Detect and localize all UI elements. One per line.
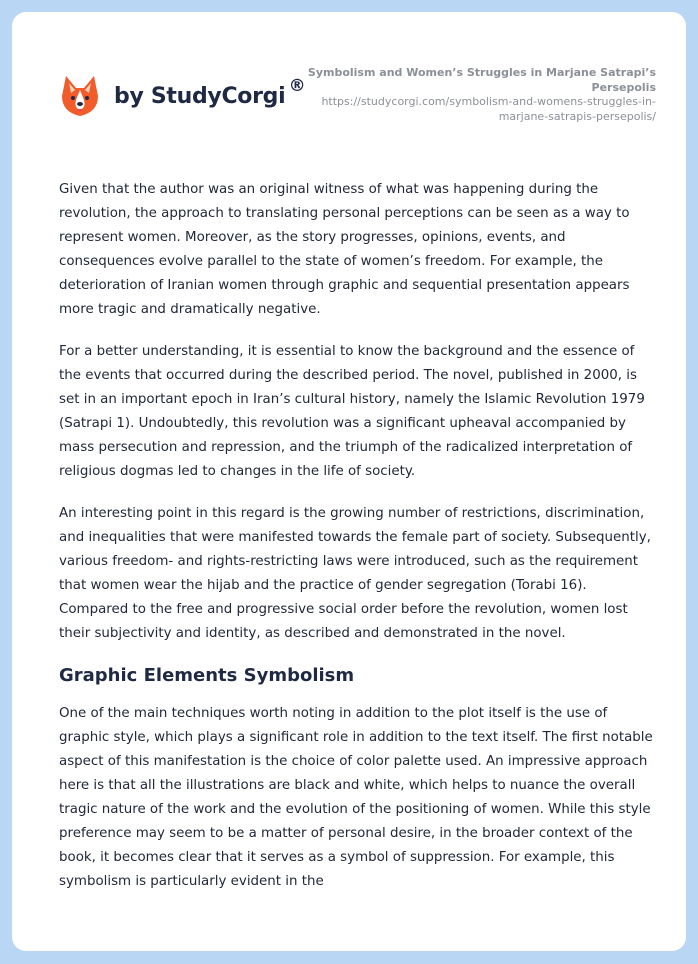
section-heading: Graphic Elements Symbolism bbox=[59, 665, 355, 686]
document-url[interactable]: https://studycorgi.com/symbolism-and-womens-struggles-in-marjane-satrapis-persepolis/ bbox=[321, 95, 656, 123]
brand-name: by StudyCorgi ® bbox=[114, 75, 306, 109]
document-title: Symbolism and Women’s Struggles in Marjane Satrapi’s Persepolis bbox=[307, 66, 656, 94]
document-body bbox=[59, 178, 659, 912]
paragraph: An interesting point in this regard is the growing number of restrictions, discrimination, and inequalities that were manifested towards the female part of society. Subsequently, various freedom- and rights-restricting laws were introduced, such as the requirement that women wear the hijab and the practice of gender segregation (Torabi 16). Compared to the free and progressive social order before the revolution, women lost their subjectivity and identity, as described and demonstrated in the novel. bbox=[59, 506, 651, 641]
document-meta bbox=[296, 66, 656, 124]
studycorgi-logo[interactable] bbox=[60, 74, 306, 118]
paragraph: One of the main techniques worth noting in addition to the plot itself is the use of graphic style, which plays a significant role in addition to the text itself. The first notable aspect of this manifestation is the choice of color palette used. An impressive approach here is that all the illustrations are black and white, which helps to nuance the overall tragic nature of the work and the evolution of the positioning of women. While this style preference may seem to be a matter of personal desire, in the broader context of the book, it becomes clear that it serves as a symbol of suppression. For example, this symbolism is particularly evident in the bbox=[59, 706, 653, 889]
corgi-icon bbox=[60, 74, 100, 118]
paragraph: For a better understanding, it is essential to know the background and the essence of the events that occurred during the described period. The novel, published in 2000, is set in an important epoch in Iran’s cultural history, namely the Islamic Revolution 1979 (Satrapi 1). Undoubtedly, this revolution was a significant upheaval accompanied by mass persecution and repression, and the triumph of the radicalized interpretation of religious dogmas led to changes in the life of society. bbox=[59, 344, 645, 479]
document-page bbox=[12, 12, 686, 951]
registered-mark: ® bbox=[288, 75, 306, 96]
page-header bbox=[12, 12, 686, 152]
paragraph: Given that the author was an original witness of what was happening during the revolution, the approach to translating personal perceptions can be seen as a way to represent women. Moreover, as the story progresses, opinions, events, and consequences evolve parallel to the state of women’s freedom. For example, the deterioration of Iranian women through graphic and sequential presentation appears more tragic and dramatically negative. bbox=[59, 182, 630, 317]
